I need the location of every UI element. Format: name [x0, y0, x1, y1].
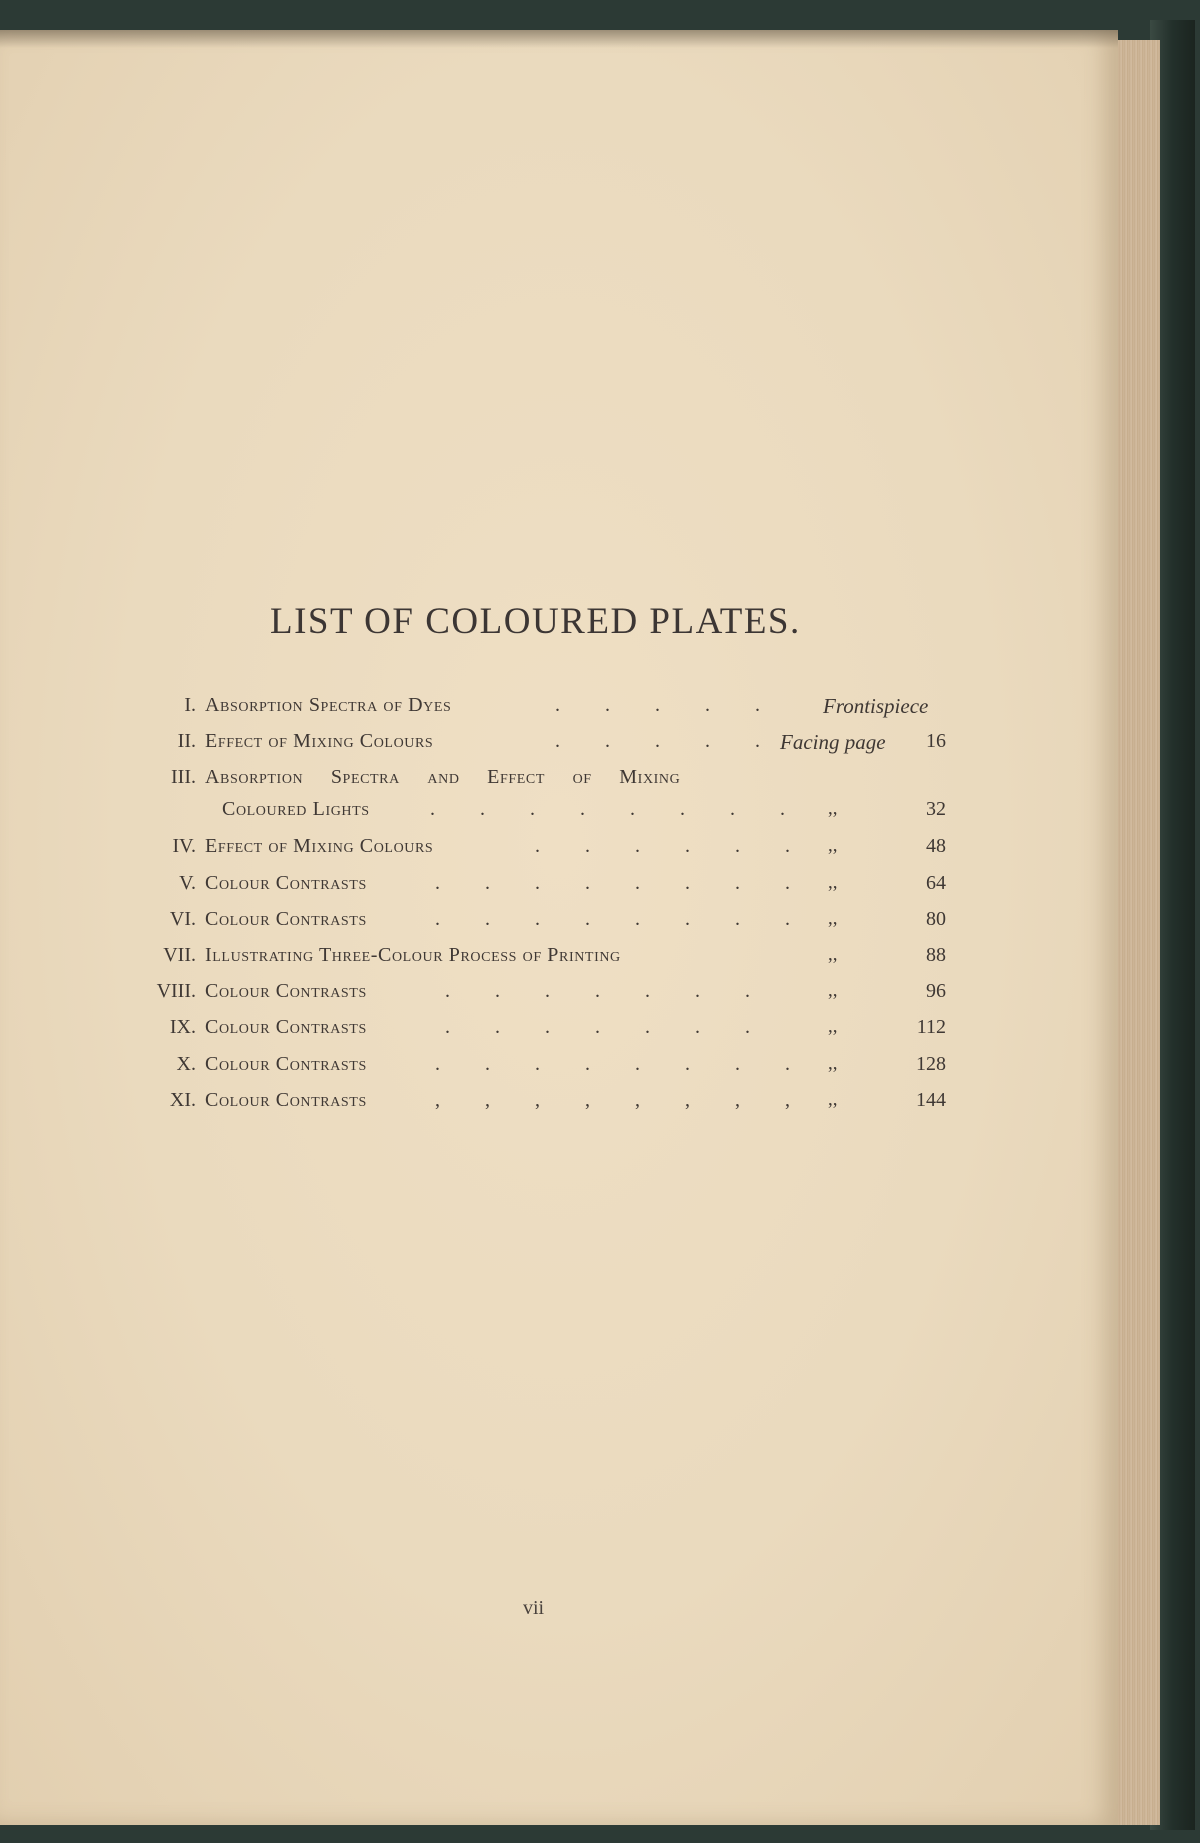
page-top-shadow	[0, 30, 1118, 48]
plate-page-number: 80	[926, 908, 946, 930]
ditto-mark: ,,	[828, 980, 838, 1001]
plate-title: Absorption Spectra and Effect of Mixing	[205, 766, 681, 788]
ditto-mark: ,,	[828, 1053, 838, 1074]
dot-leaders: . . . . . . . .	[435, 1053, 810, 1075]
plate-page-number: 112	[916, 1016, 946, 1038]
dot-leaders: . . . . . . .	[445, 1016, 770, 1038]
dot-leaders: . . . . .	[555, 694, 780, 716]
dot-leaders: . . . . . . . .	[435, 908, 810, 930]
plate-page-number: 32	[926, 798, 946, 820]
plate-numeral: III.	[171, 766, 196, 788]
plate-page-number: 16	[926, 730, 946, 752]
dot-leaders: . . . . . .	[535, 835, 810, 857]
dot-leaders: . . . . . . . .	[430, 798, 805, 820]
plate-title: Colour Contrasts	[205, 1053, 367, 1075]
plate-numeral: IV.	[172, 835, 196, 857]
plate-title: Absorption Spectra of Dyes	[205, 694, 452, 716]
plate-numeral: V.	[179, 872, 196, 894]
dot-leaders: . . . . . . .	[445, 980, 770, 1002]
plate-row-5	[0, 872, 1118, 906]
plate-title: Colour Contrasts	[205, 1089, 367, 1111]
page-folio-number: vii	[523, 1597, 545, 1619]
plate-row-4	[0, 835, 1118, 869]
plate-row-2	[0, 730, 1118, 764]
plate-numeral: XI.	[169, 1089, 196, 1111]
plate-title: Colour Contrasts	[205, 908, 367, 930]
ditto-mark: ,,	[828, 1089, 838, 1110]
plate-page-number: 64	[926, 872, 946, 894]
plate-title: Effect of Mixing Colours	[205, 835, 434, 857]
plate-row-3	[0, 766, 1118, 800]
plate-reference: Frontispiece	[823, 694, 929, 718]
plate-numeral: IX.	[169, 1016, 196, 1038]
plate-page-number: 48	[926, 835, 946, 857]
plate-title: Colour Contrasts	[205, 1016, 367, 1038]
plate-row-3-continued	[0, 798, 1118, 832]
plate-page-number: 96	[926, 980, 946, 1002]
dot-leaders: . . . . .	[555, 730, 780, 752]
plate-reference: Facing page	[780, 730, 886, 754]
plate-numeral: X.	[176, 1053, 196, 1075]
dot-leaders: , , , , , , , ,	[435, 1089, 810, 1111]
plate-row-8	[0, 980, 1118, 1014]
plate-row-6	[0, 908, 1118, 942]
plate-row-11	[0, 1089, 1118, 1123]
plate-row-10	[0, 1053, 1118, 1087]
plate-page-number: 144	[916, 1089, 946, 1111]
ditto-mark: ,,	[828, 835, 838, 856]
plate-page-number: 128	[916, 1053, 946, 1075]
plate-row-7	[0, 944, 1118, 978]
plate-title: Colour Contrasts	[205, 872, 367, 894]
dot-leaders: . . . . . . . .	[435, 872, 810, 894]
ditto-mark: ,,	[828, 908, 838, 929]
plate-row-1	[0, 694, 1118, 728]
plate-numeral: VIII.	[156, 980, 196, 1002]
plate-title: Illustrating Three-Colour Process of Printing	[205, 944, 621, 966]
ditto-mark: ,,	[828, 872, 838, 893]
ditto-mark: ,,	[828, 944, 838, 965]
plate-numeral: I.	[184, 694, 196, 716]
plate-title: Colour Contrasts	[205, 980, 367, 1002]
plate-title: Effect of Mixing Colours	[205, 730, 434, 752]
plate-numeral: VI.	[169, 908, 196, 930]
plate-page-number: 88	[926, 944, 946, 966]
page-heading: LIST OF COLOURED PLATES.	[270, 601, 801, 642]
book-page	[0, 30, 1118, 1825]
plate-numeral: VII.	[163, 944, 196, 966]
plate-numeral: II.	[177, 730, 196, 752]
ditto-mark: ,,	[828, 1016, 838, 1037]
ditto-mark: ,,	[828, 798, 838, 819]
plate-row-9	[0, 1016, 1118, 1050]
plate-title-continued: Coloured Lights	[222, 798, 370, 820]
